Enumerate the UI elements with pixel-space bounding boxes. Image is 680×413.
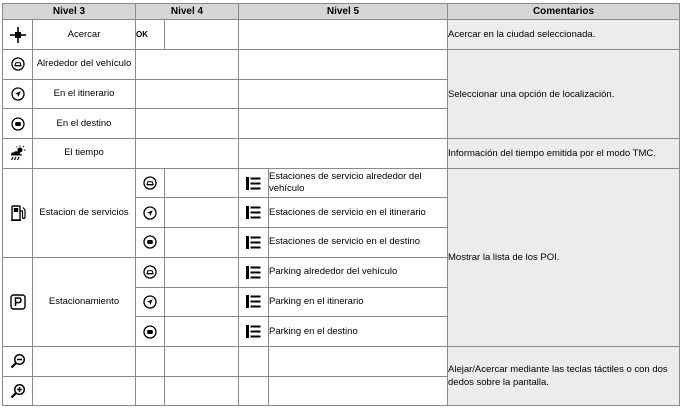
nivel4-empty <box>165 20 239 50</box>
table-row-alrededor <box>3 50 680 80</box>
nivel4-empty <box>136 346 165 376</box>
nivel4-empty <box>165 168 239 198</box>
nivel5-empty <box>239 376 269 406</box>
nivel4-empty <box>165 346 239 376</box>
parking-icon <box>3 257 33 346</box>
table-row-tiempo <box>3 139 680 169</box>
list-item-servicios-alrededor: Estaciones de servicio alrededor del vehículo <box>269 168 448 198</box>
nivel4-empty <box>136 109 239 139</box>
nivel3-empty <box>33 346 136 376</box>
nivel5-empty <box>269 346 448 376</box>
label-itinerario: En el itinerario <box>33 79 136 109</box>
label-estacionamiento: Estacionamiento <box>33 257 136 346</box>
crosshair-icon <box>3 20 33 50</box>
list-icon <box>239 287 269 317</box>
nivel5-empty <box>239 79 448 109</box>
nivel4-empty <box>165 257 239 287</box>
header-nivel4: Nivel 4 <box>136 4 239 20</box>
header-row <box>3 4 680 20</box>
label-tiempo: El tiempo <box>33 139 136 169</box>
list-item-servicios-destino: Estaciones de servicio en el destino <box>269 228 448 258</box>
nivel5-empty <box>239 109 448 139</box>
table-row-acercar <box>3 20 680 50</box>
vehicle-icon <box>136 257 165 287</box>
route-arrow-icon <box>3 79 33 109</box>
nivel4-empty <box>136 50 239 80</box>
zoom-in-icon <box>3 376 33 406</box>
list-item-parking-itinerario: Parking en el itinerario <box>269 287 448 317</box>
nivel5-empty <box>239 20 448 50</box>
label-servicios: Estacion de servicios <box>33 168 136 257</box>
nivel4-empty <box>165 287 239 317</box>
route-arrow-icon <box>136 287 165 317</box>
nivel3-empty <box>33 376 136 406</box>
table-row-zoom-out <box>3 346 680 376</box>
destination-icon <box>3 109 33 139</box>
nivel5-empty <box>269 376 448 406</box>
list-item-servicios-itinerario: Estaciones de servicio en el itinerario <box>269 198 448 228</box>
comment-zoom: Alejar/Acercar mediante las teclas táctiles o con dos dedos sobre la pantalla. <box>448 346 680 405</box>
vehicle-icon <box>136 168 165 198</box>
nivel5-empty <box>239 346 269 376</box>
ok-label: OK <box>136 20 165 50</box>
list-icon <box>239 168 269 198</box>
list-icon <box>239 317 269 347</box>
nivel4-empty <box>165 376 239 406</box>
nivel4-empty <box>165 317 239 347</box>
nivel4-empty <box>136 139 239 169</box>
label-destino: En el destino <box>33 109 136 139</box>
list-icon <box>239 198 269 228</box>
header-comentarios: Comentarios <box>448 4 680 20</box>
nivel4-empty <box>136 376 165 406</box>
header-nivel3: Nivel 3 <box>3 4 136 20</box>
zoom-out-icon <box>3 346 33 376</box>
list-icon <box>239 228 269 258</box>
vehicle-icon <box>3 50 33 80</box>
comment-localizacion: Seleccionar una opción de localización. <box>448 50 680 139</box>
label-acercar: Acercar <box>33 20 136 50</box>
weather-icon <box>3 139 33 169</box>
table-row-servicios-1 <box>3 168 680 198</box>
fuel-pump-icon <box>3 168 33 257</box>
nivel5-empty <box>239 50 448 80</box>
nivel4-empty <box>165 198 239 228</box>
list-item-parking-destino: Parking en el destino <box>269 317 448 347</box>
list-item-parking-alrededor: Parking alrededor del vehículo <box>269 257 448 287</box>
comment-acercar: Acercar en la ciudad seleccionada. <box>448 20 680 50</box>
nivel4-empty <box>136 79 239 109</box>
navigation-levels-table <box>2 3 680 406</box>
header-nivel5: Nivel 5 <box>239 4 448 20</box>
route-arrow-icon <box>136 198 165 228</box>
label-alrededor: Alrededor del vehículo <box>33 50 136 80</box>
destination-icon <box>136 228 165 258</box>
comment-tiempo: Información del tiempo emitida por el modo TMC. <box>448 139 680 169</box>
nivel4-empty <box>165 228 239 258</box>
destination-icon <box>136 317 165 347</box>
comment-poi: Mostrar la lista de los POI. <box>448 168 680 346</box>
nivel5-empty <box>239 139 448 169</box>
list-icon <box>239 257 269 287</box>
